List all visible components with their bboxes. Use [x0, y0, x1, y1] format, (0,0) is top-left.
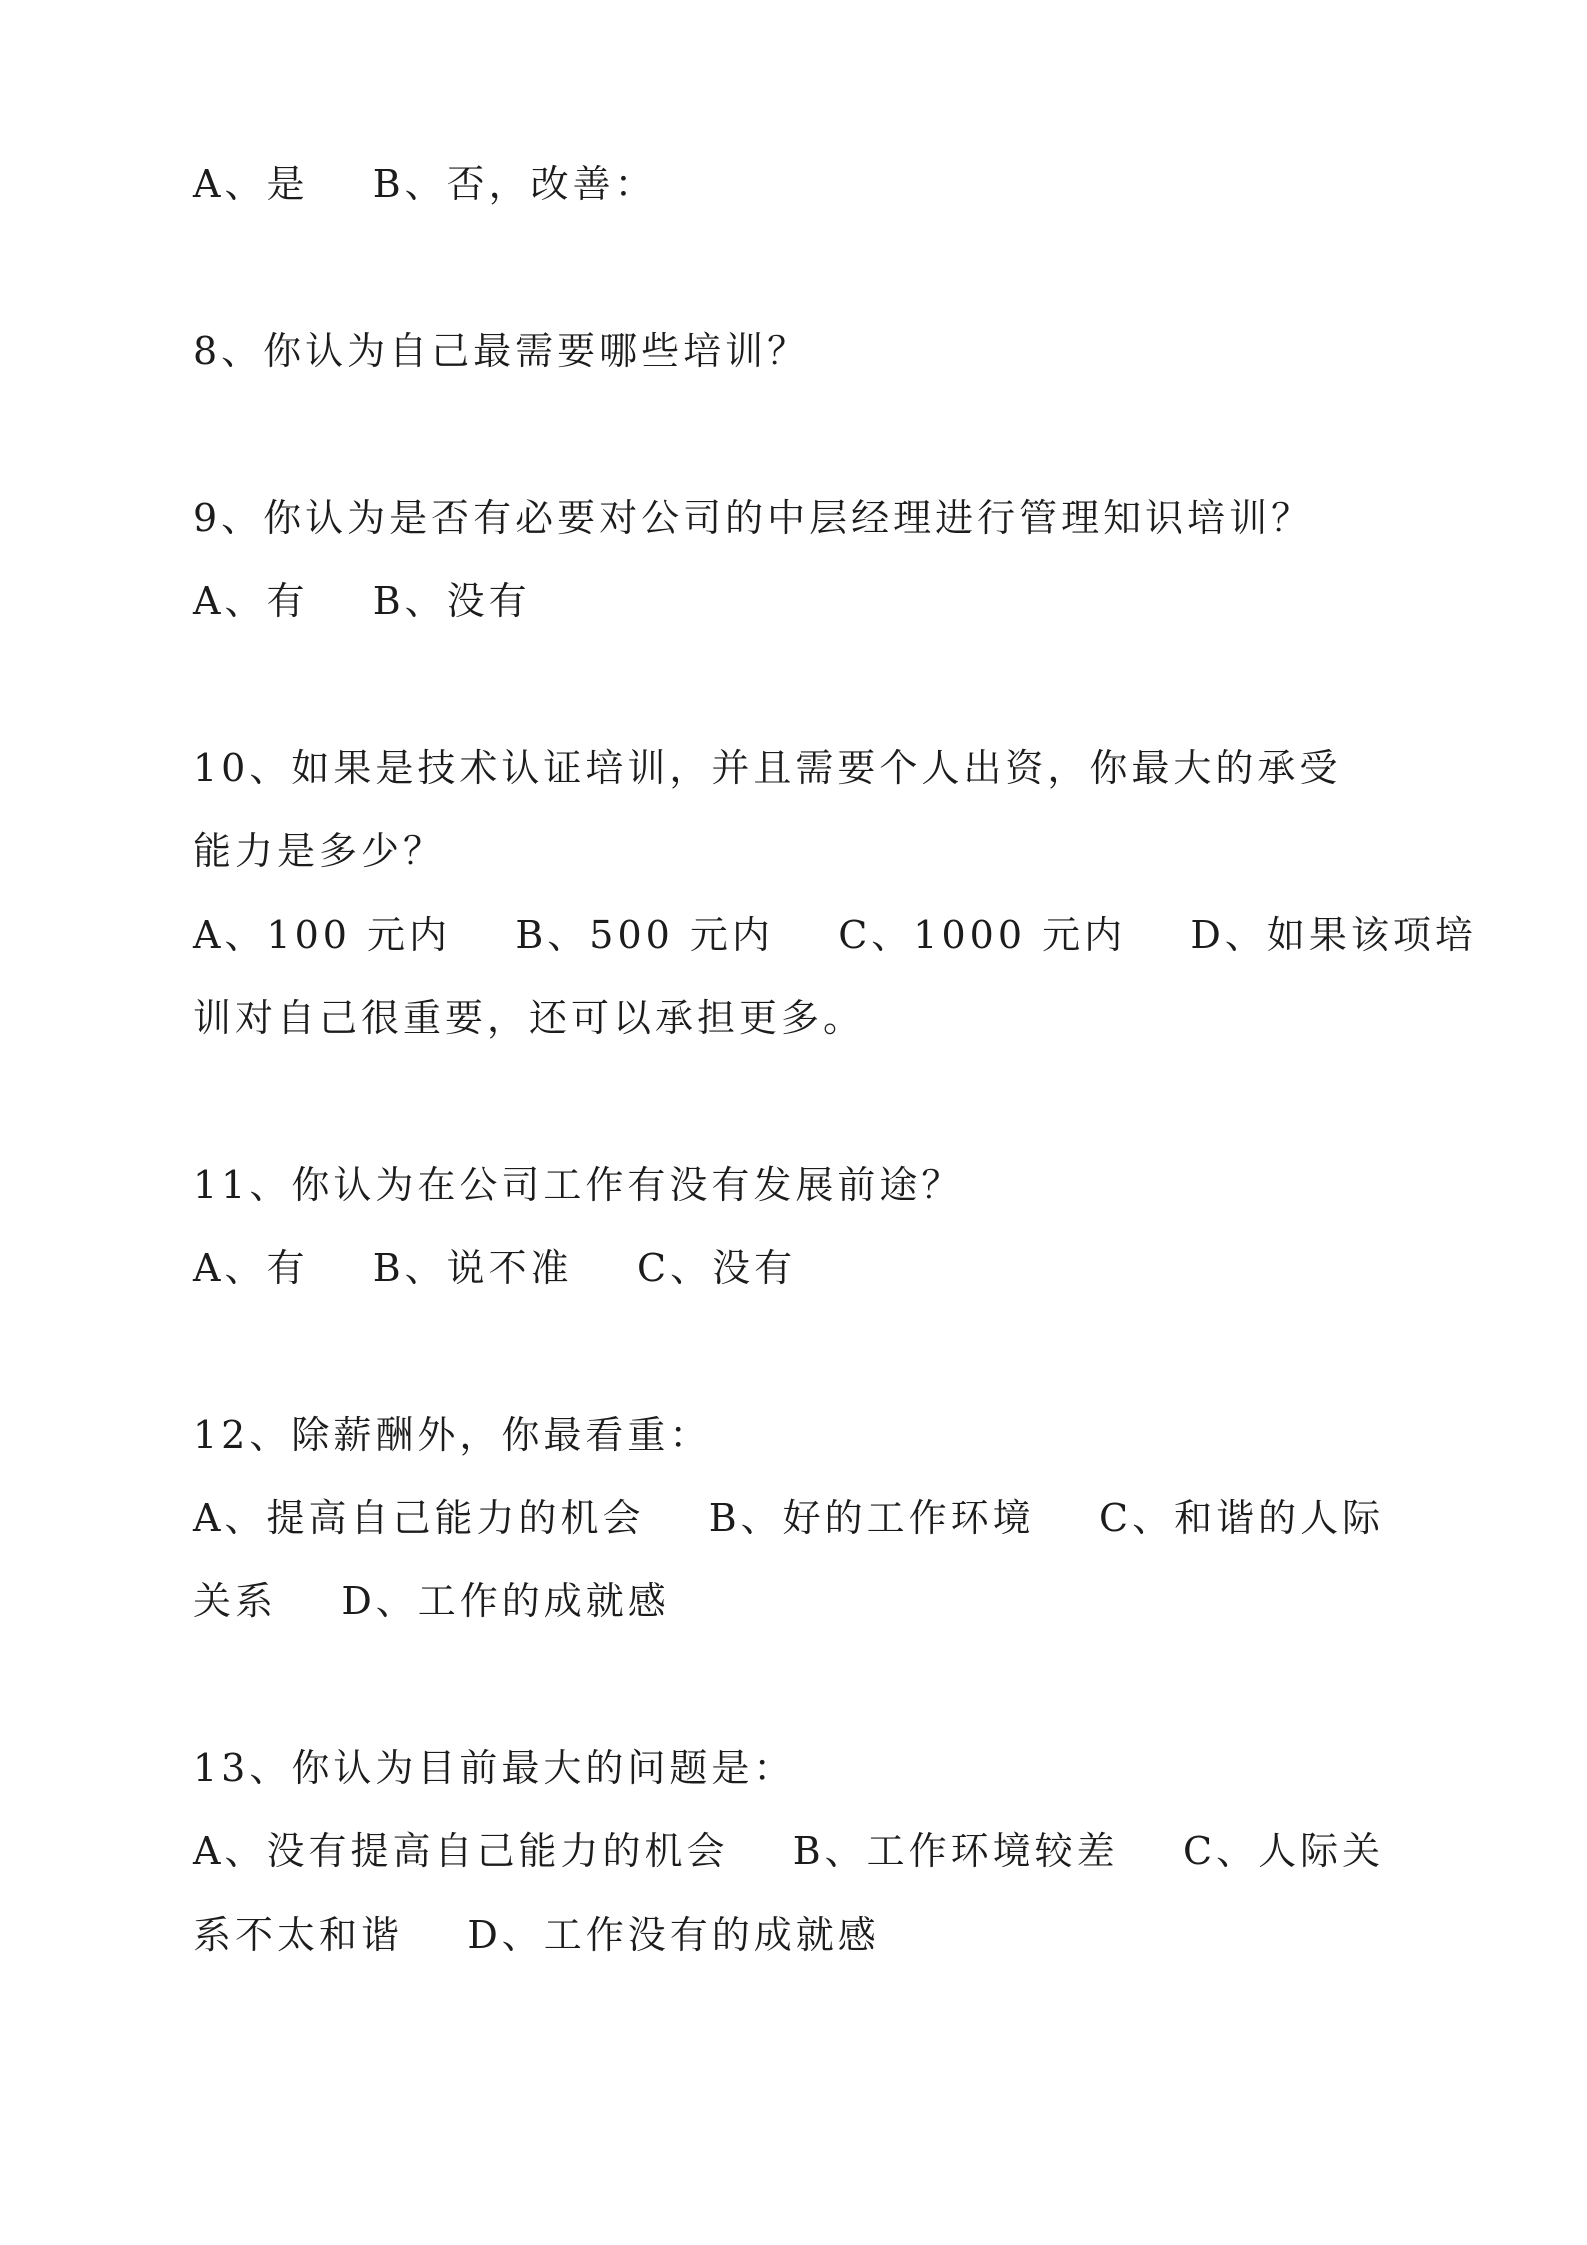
q10-options-line2: 训对自己很重要，还可以承担更多。 — [193, 996, 866, 1040]
q11-options: A、有 B、说不准 C、没有 — [193, 1246, 797, 1290]
q10-options-line1: A、100 元内 B、500 元内 C、1000 元内 D、如果该项培 — [193, 913, 1477, 957]
q12-options-line2: 关系 D、工作的成就感 — [193, 1579, 670, 1623]
q10-question-line2: 能力是多少？ — [193, 829, 446, 873]
q10-question-line1: 10、如果是技术认证培训，并且需要个人出资，你最大的承受 — [193, 746, 1342, 790]
q9-options: A、有 B、没有 — [193, 579, 531, 623]
q8-question: 8、你认为自己最需要哪些培训？ — [193, 329, 810, 373]
q11-question: 11、你认为在公司工作有没有发展前途？ — [193, 1163, 964, 1207]
q9-question: 9、你认为是否有必要对公司的中层经理进行管理知识培训？ — [193, 496, 1314, 540]
q12-options-line1: A、提高自己能力的机会 B、好的工作环境 C、和谐的人际 — [193, 1496, 1385, 1540]
q7-options: A、是 B、否，改善： — [193, 162, 657, 206]
q13-options-line1: A、没有提高自己能力的机会 B、工作环境较差 C、人际关 — [193, 1829, 1385, 1873]
q13-options-line2: 系不太和谐 D、工作没有的成就感 — [193, 1913, 880, 1957]
q12-question: 12、除薪酬外，你最看重： — [193, 1413, 712, 1457]
q13-question: 13、你认为目前最大的问题是： — [193, 1746, 796, 1790]
